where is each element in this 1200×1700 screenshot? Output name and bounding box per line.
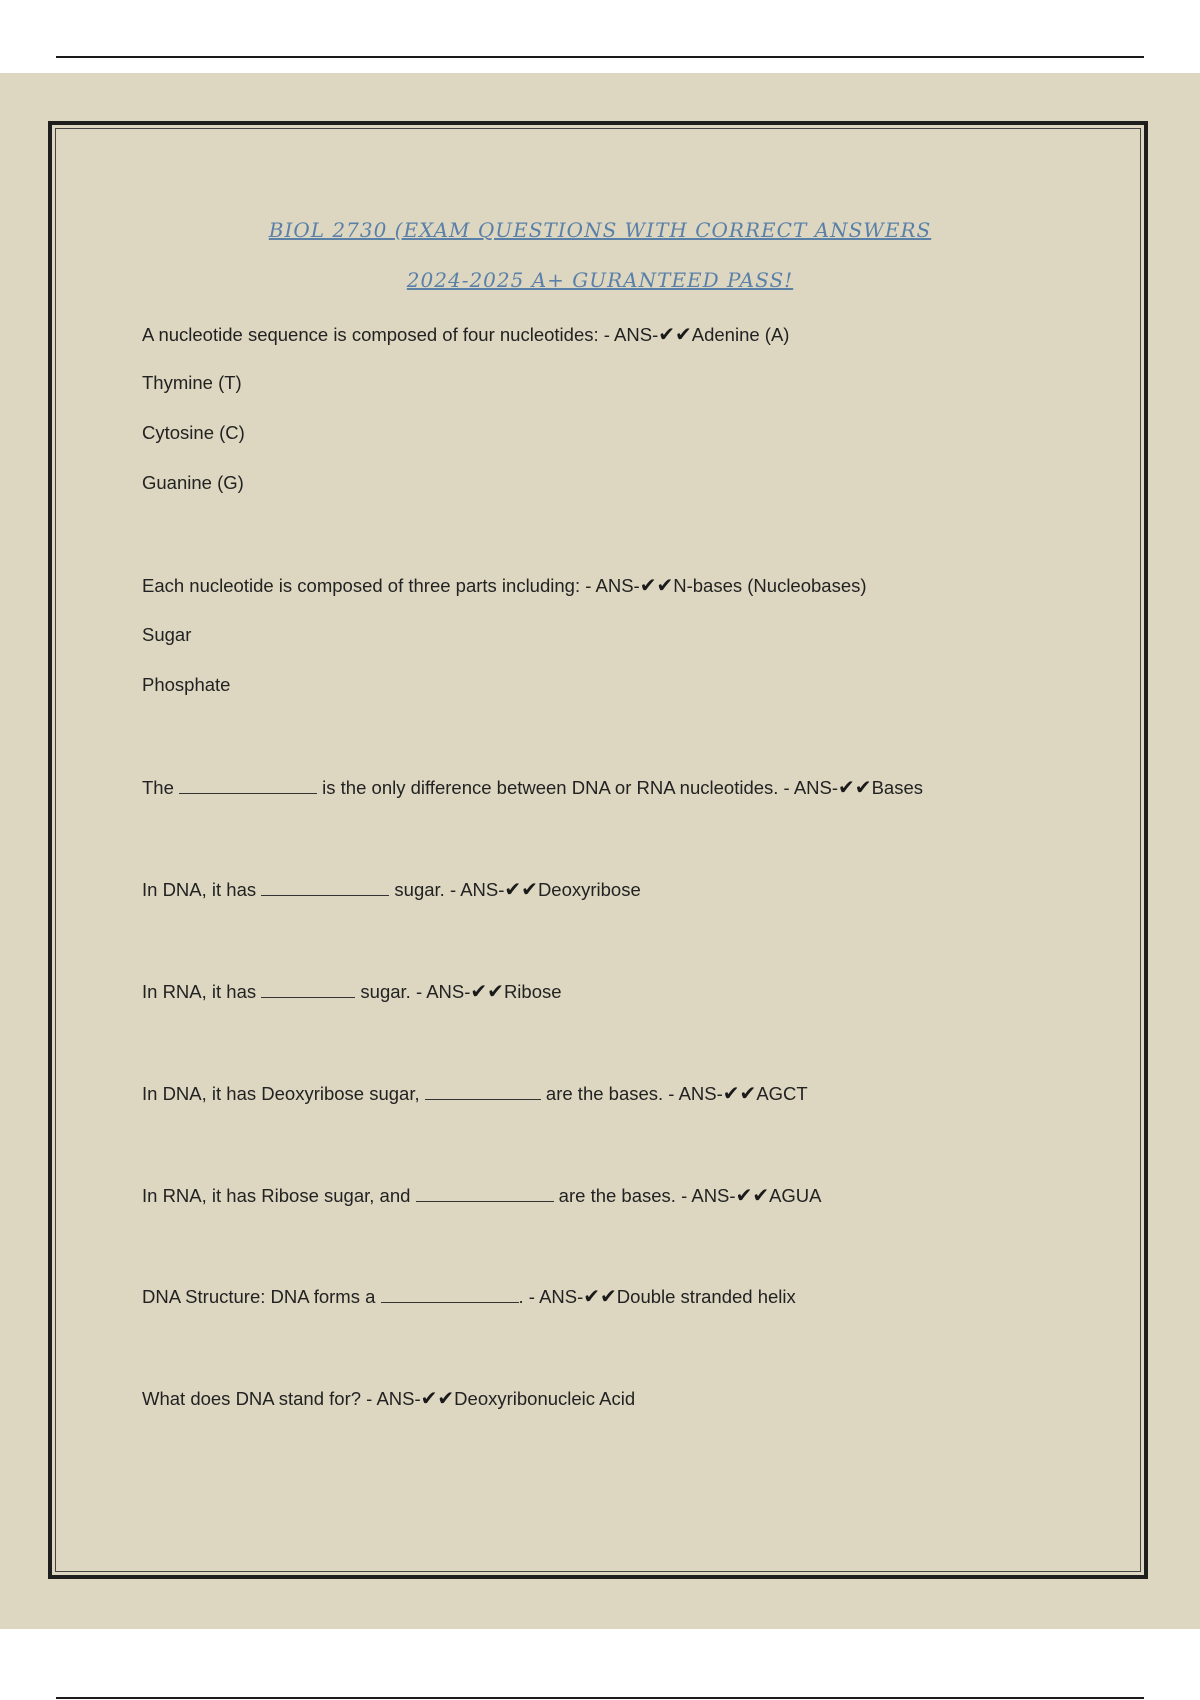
check-icon: ✔✔ xyxy=(420,1386,455,1410)
answer-text: Deoxyribose xyxy=(537,879,641,900)
fill-in-blank xyxy=(425,1085,541,1100)
question-text: are the bases. - ANS- xyxy=(540,1083,723,1104)
fill-in-blank xyxy=(381,1288,519,1303)
answer-continuation: Phosphate xyxy=(142,674,231,695)
question-7 xyxy=(142,1183,822,1207)
question-text: In DNA, it has xyxy=(142,879,262,900)
answer-continuation: Thymine (T) xyxy=(142,372,242,393)
answer-continuation: Guanine (G) xyxy=(142,472,244,493)
document-title-line-1: BIOL 2730 (EXAM QUESTIONS WITH CORRECT ANSWERS xyxy=(268,218,932,242)
check-icon: ✔✔ xyxy=(735,1183,770,1207)
question-9 xyxy=(142,1386,635,1410)
top-rule xyxy=(56,56,1144,58)
question-text: In RNA, it has Ribose sugar, and xyxy=(142,1185,416,1206)
check-icon: ✔✔ xyxy=(470,979,504,1003)
question-text: are the bases. - ANS- xyxy=(553,1185,736,1206)
question-text: DNA Structure: DNA forms a xyxy=(142,1286,381,1307)
question-8 xyxy=(142,1284,796,1308)
question-6 xyxy=(142,1081,808,1105)
question-text: A nucleotide sequence is composed of four nucleotides: - ANS- xyxy=(142,324,659,345)
fill-in-blank xyxy=(179,779,317,794)
check-icon: ✔✔ xyxy=(658,322,692,346)
answer-text: Double stranded helix xyxy=(616,1286,796,1307)
question-text: The xyxy=(142,777,180,798)
answer-continuation: Cytosine (C) xyxy=(142,422,245,443)
bottom-rule xyxy=(56,1697,1144,1699)
question-text: is the only difference between DNA or RNA nucleotides. - ANS- xyxy=(317,777,839,798)
check-icon: ✔✔ xyxy=(838,775,872,799)
answer-text: Bases xyxy=(871,777,923,798)
check-icon: ✔✔ xyxy=(639,573,674,597)
check-icon: ✔✔ xyxy=(583,1284,617,1308)
question-4 xyxy=(142,877,641,901)
answer-continuation: Sugar xyxy=(142,624,192,645)
question-text: sugar. - ANS- xyxy=(389,879,505,900)
question-2 xyxy=(142,573,867,597)
answer-text: AGCT xyxy=(756,1083,808,1104)
question-text: Each nucleotide is composed of three parts including: - ANS- xyxy=(142,575,640,596)
check-icon: ✔✔ xyxy=(722,1081,757,1105)
question-1 xyxy=(142,322,789,346)
answer-text: Adenine (A) xyxy=(691,324,790,345)
fill-in-blank xyxy=(261,983,355,998)
answer-text: Ribose xyxy=(503,981,562,1002)
fill-in-blank xyxy=(261,881,389,896)
question-5 xyxy=(142,979,562,1003)
question-text: In DNA, it has Deoxyribose sugar, xyxy=(142,1083,425,1104)
question-text: In RNA, it has xyxy=(142,981,262,1002)
document-title-line-2: 2024-2025 A+ GURANTEED PASS! xyxy=(406,268,794,292)
fill-in-blank xyxy=(416,1187,554,1202)
question-3 xyxy=(142,775,923,799)
question-text: What does DNA stand for? - ANS- xyxy=(142,1388,421,1409)
question-text: . - ANS- xyxy=(518,1286,584,1307)
answer-text: N-bases (Nucleobases) xyxy=(673,575,867,596)
check-icon: ✔✔ xyxy=(504,877,538,901)
answer-text: Deoxyribonucleic Acid xyxy=(454,1388,636,1409)
question-text: sugar. - ANS- xyxy=(355,981,471,1002)
answer-text: AGUA xyxy=(769,1185,822,1206)
